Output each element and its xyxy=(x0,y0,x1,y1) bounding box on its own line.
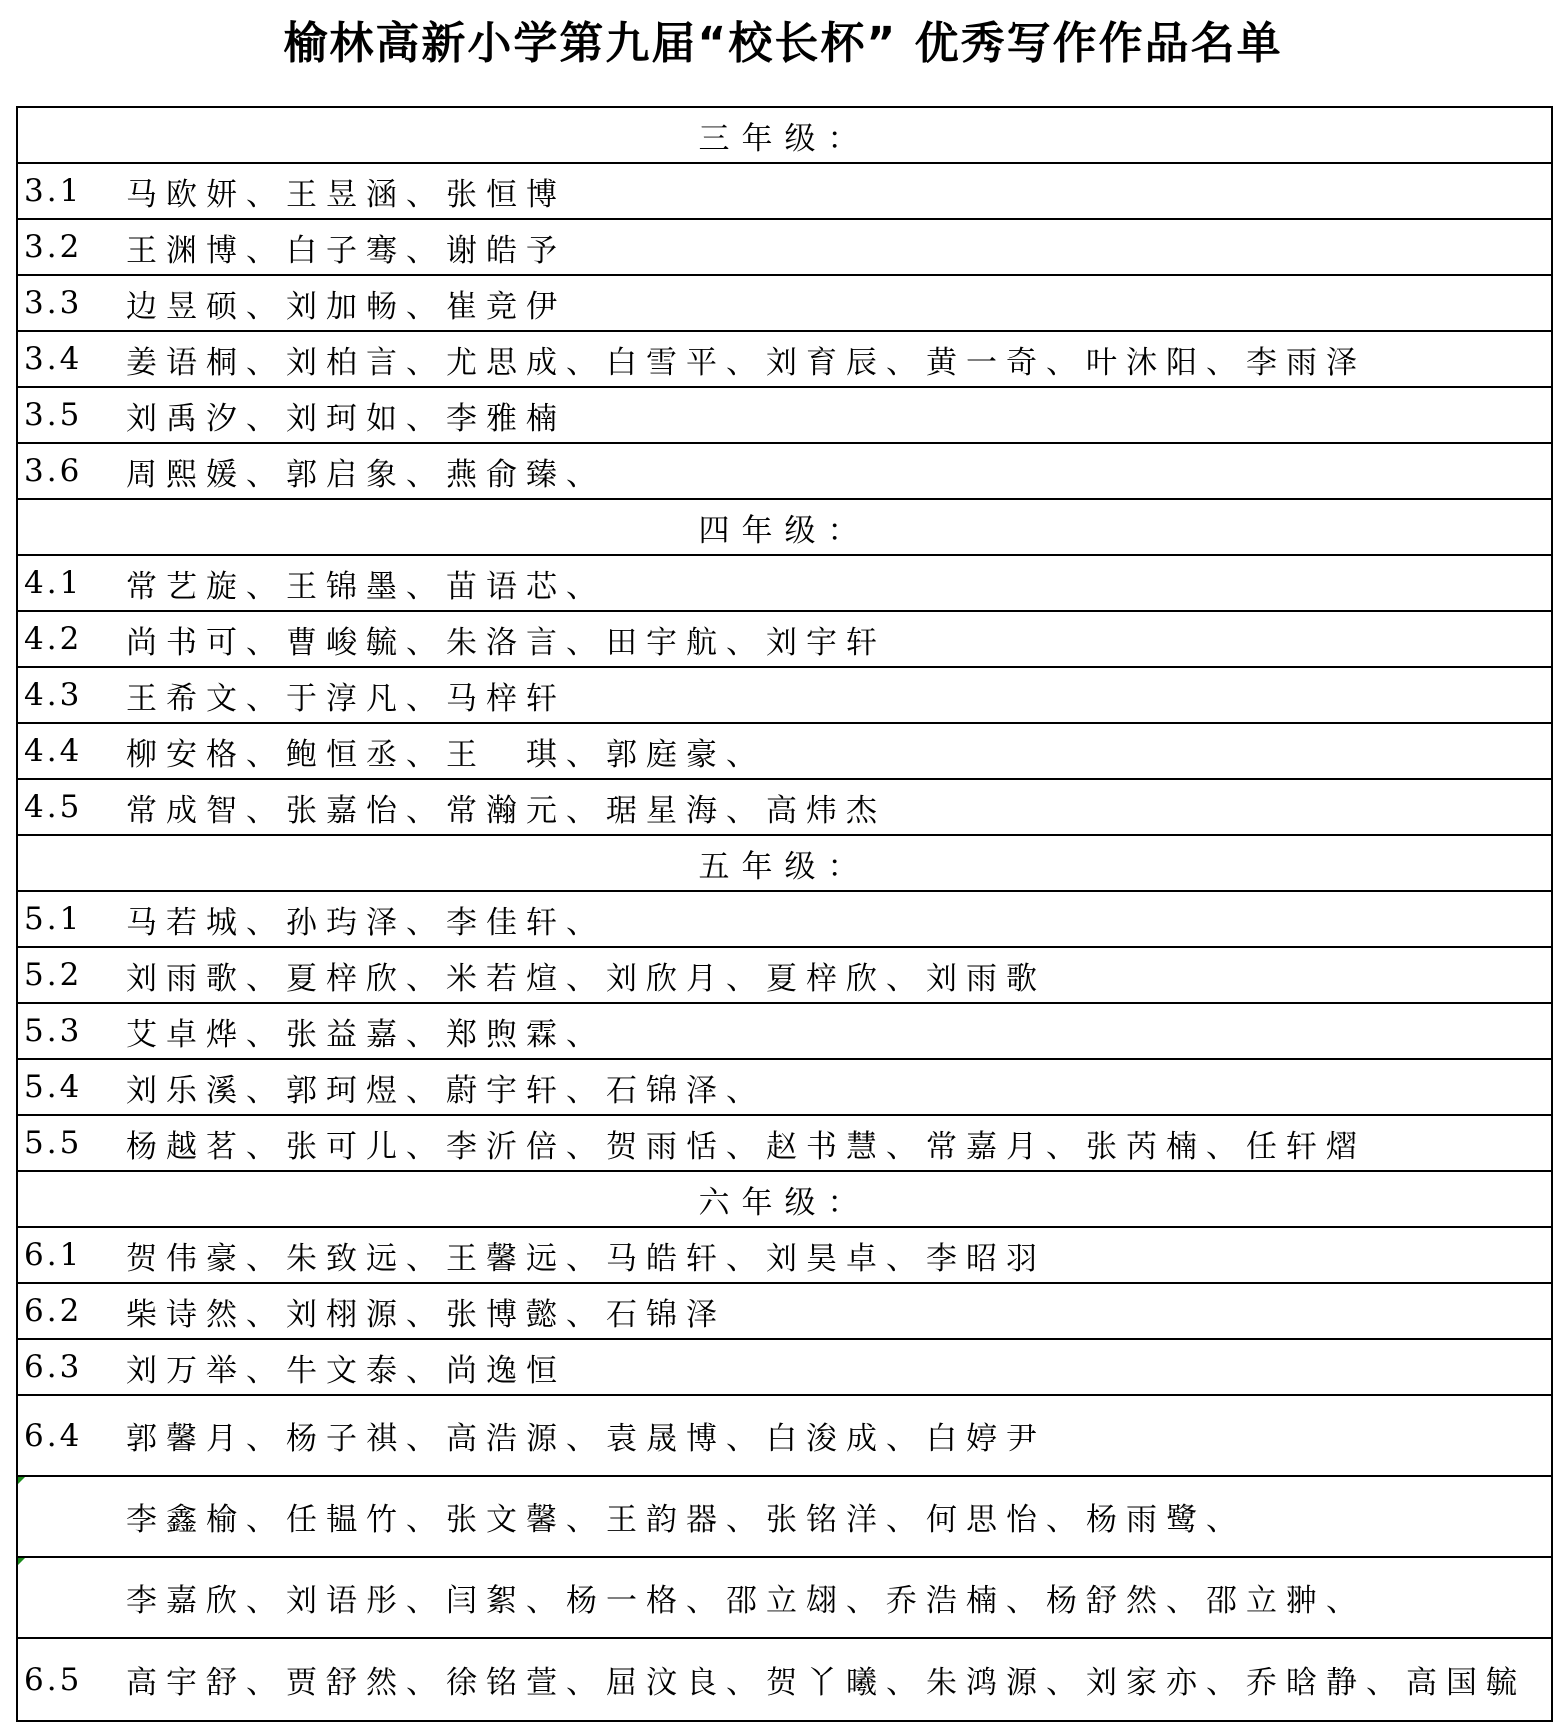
class-number: 4.4 xyxy=(24,733,83,769)
student-names: 柴诗然、刘栩源、张博懿、石锦泽 xyxy=(126,1296,726,1333)
class-number: 5.2 xyxy=(24,957,83,993)
table-row xyxy=(18,1396,1551,1477)
student-names: 刘禹汐、刘珂如、李雅楠 xyxy=(126,400,566,437)
student-names: 刘雨歌、夏梓欣、米若煊、刘欣月、夏梓欣、刘雨歌 xyxy=(126,960,1046,997)
class-number: 6.2 xyxy=(24,1293,83,1329)
table-row xyxy=(18,1004,1551,1060)
student-names: 艾卓烨、张益嘉、郑煦霖、 xyxy=(126,1016,606,1053)
class-number: 3.2 xyxy=(24,229,83,265)
student-names: 王渊博、白子骞、谢皓予 xyxy=(126,232,566,269)
cell-error-indicator-icon xyxy=(18,1477,25,1484)
class-number: 5.5 xyxy=(24,1125,83,1161)
student-names: 王希文、于淳凡、马梓轩 xyxy=(126,680,566,717)
table-row xyxy=(18,164,1551,220)
table-row xyxy=(18,444,1551,500)
table-row xyxy=(18,220,1551,276)
class-number: 5.1 xyxy=(24,901,83,937)
table-row xyxy=(18,1340,1551,1396)
award-list-table xyxy=(16,106,1553,1722)
student-names: 马若城、孙玙泽、李佳轩、 xyxy=(126,904,606,941)
table-row xyxy=(18,1558,1551,1639)
table-row xyxy=(18,332,1551,388)
student-names: 郭馨月、杨子祺、高浩源、袁晟博、白浚成、白婷尹 xyxy=(126,1421,1046,1457)
student-names: 周熙媛、郭启象、燕俞臻、 xyxy=(126,456,606,493)
class-number: 5.4 xyxy=(24,1069,83,1105)
student-names: 贺伟豪、朱致远、王馨远、马皓轩、刘昊卓、李昭羽 xyxy=(126,1240,1046,1277)
page-title: 榆林高新小学第九届“校长杯” 优秀写作作品名单 xyxy=(283,18,1283,69)
table-row xyxy=(18,1639,1551,1722)
grade-header: 三年级： xyxy=(18,108,1551,164)
class-number: 3.5 xyxy=(24,397,83,433)
class-number: 6.5 xyxy=(24,1661,83,1698)
table-row xyxy=(18,1477,1551,1558)
table-row xyxy=(18,892,1551,948)
table-row xyxy=(18,948,1551,1004)
table-row xyxy=(18,1228,1551,1284)
table-row xyxy=(18,276,1551,332)
student-names: 常成智、张嘉怡、常瀚元、琚星海、高炜杰 xyxy=(126,792,886,829)
student-names: 高宇舒、贾舒然、徐铭萱、屈汶良、贺丫曦、朱鸿源、刘家亦、乔晗静、高国毓 xyxy=(126,1665,1526,1701)
table-row xyxy=(18,612,1551,668)
student-names: 刘乐溪、郭珂煜、蔚宇轩、石锦泽、 xyxy=(126,1072,766,1109)
student-names: 马欧妍、王昱涵、张恒博 xyxy=(126,176,566,213)
class-number: 3.3 xyxy=(24,285,83,321)
table-row xyxy=(18,1116,1551,1172)
class-number: 4.2 xyxy=(24,621,83,657)
table-row xyxy=(18,1284,1551,1340)
class-number: 4.5 xyxy=(24,789,83,825)
student-names: 刘万举、牛文泰、尚逸恒 xyxy=(126,1352,566,1389)
student-names: 姜语桐、刘柏言、尤思成、白雪平、刘育辰、黄一奇、叶沐阳、李雨泽 xyxy=(126,344,1366,381)
student-names: 尚书可、曹峻毓、朱洛言、田宇航、刘宇轩 xyxy=(126,624,886,661)
class-number: 3.6 xyxy=(24,453,83,489)
class-number: 6.3 xyxy=(24,1349,83,1385)
table-row xyxy=(18,556,1551,612)
table-row xyxy=(18,668,1551,724)
table-row xyxy=(18,724,1551,780)
class-number: 5.3 xyxy=(24,1013,83,1049)
class-number: 4.3 xyxy=(24,677,83,713)
grade-header: 五年级： xyxy=(18,836,1551,892)
class-number: 3.4 xyxy=(24,341,83,377)
grade-header: 四年级： xyxy=(18,500,1551,556)
student-names: 柳安格、鲍恒丞、王 琪、郭庭豪、 xyxy=(126,736,766,773)
table-row xyxy=(18,388,1551,444)
student-names: 李鑫榆、任韫竹、张文馨、王韵器、张铭洋、何思怡、杨雨鹭、 xyxy=(126,1502,1246,1538)
class-number: 3.1 xyxy=(24,173,83,209)
grade-header: 六年级： xyxy=(18,1172,1551,1228)
student-names: 常艺旋、王锦墨、苗语芯、 xyxy=(126,568,606,605)
class-number: 6.4 xyxy=(24,1417,83,1454)
table-row xyxy=(18,1060,1551,1116)
student-names: 杨越茗、张可儿、李沂倍、贺雨恬、赵书慧、常嘉月、张芮楠、任轩熠 xyxy=(126,1128,1366,1165)
table-row xyxy=(18,780,1551,836)
student-names: 边昱硕、刘加畅、崔竞伊 xyxy=(126,288,566,325)
cell-error-indicator-icon xyxy=(18,1558,25,1565)
student-names: 李嘉欣、刘语彤、闫絮、杨一格、邵立翃、乔浩楠、杨舒然、邵立翀、 xyxy=(126,1583,1366,1619)
class-number: 6.1 xyxy=(24,1237,83,1273)
class-number: 4.1 xyxy=(24,565,83,601)
